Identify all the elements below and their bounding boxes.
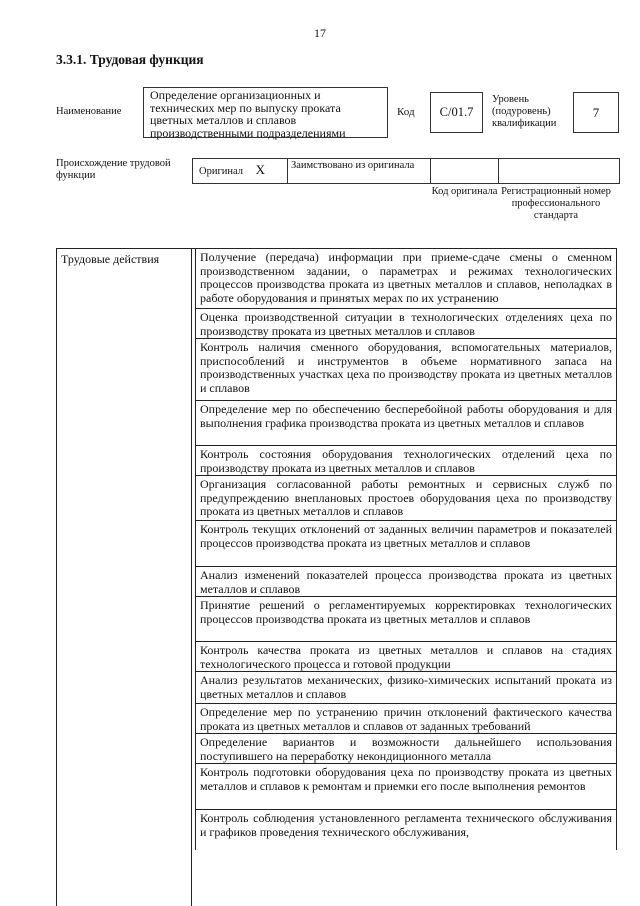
borrowed-cell: Заимствовано из оригинала: [287, 158, 431, 184]
action-row: Получение (передача) информации при приеме-сдаче смены о сменном производственном задании, о параметрах и режимах технологических процессов производства проката из цветных металлов и сплавов, неполадках в работе оборудования и принятых мерах по их устранению: [195, 249, 617, 309]
action-row: Определение вариантов и возможности дальнейшего использования поступившего на переработку некондиционного металла: [195, 734, 617, 764]
actions-list: [195, 249, 617, 850]
level-label: Уровень (подуровень) квалификации: [492, 94, 557, 129]
code-label: Код: [397, 106, 415, 118]
action-row: Контроль подготовки оборудования цеха по производству проката из цветных металлов и сплавов к ремонтам и приемки его после выполнения ремонтов: [195, 764, 617, 810]
action-row: Оценка производственной ситуации в технологических отделениях цеха по производству проката из цветных металлов и сплавов: [195, 309, 617, 339]
orig-code-label: Код оригинала: [431, 186, 498, 197]
action-row: Организация согласованной работы ремонтных и сервисных служб по предупреждению внеплановых простоев оборудования цеха по производству проката из цветных металлов и сплавов: [195, 476, 617, 521]
action-row: Контроль соблюдения установленного регламента технического обслуживания и графиков проведения технического обслуживания,: [195, 810, 617, 850]
orig-code-cell: [430, 158, 499, 184]
reg-number-label: Регистрационный номер профессионального стандарта: [501, 186, 611, 221]
action-row: Контроль текущих отклонений от заданных величин параметров и показателей процессов производства проката из цветных металлов и сплавов: [195, 521, 617, 567]
action-row: Контроль наличия сменного оборудования, вспомогательных материалов, приспособлений и инструментов в объеме нормативного запаса на производственных участках цеха по производству проката из цветных металлов и сплавов: [195, 339, 617, 401]
action-row: Анализ результатов механических, физико-химических испытаний проката из цветных металлов и сплавов: [195, 672, 617, 704]
original-label: Оригинал: [199, 166, 243, 177]
actions-table: [56, 248, 617, 906]
name-label: Наименование: [56, 106, 122, 117]
section-title: 3.3.1. Трудовая функция: [56, 52, 204, 67]
function-name: Определение организационных и технических мер по выпуску проката цветных металлов и сплавов производственными подразделениями: [143, 87, 388, 138]
reg-number-cell: [498, 158, 620, 184]
action-row: Контроль состояния оборудования технологических отделений цеха по производству проката из цветных металлов и сплавов: [195, 446, 617, 476]
action-row: Принятие решений о регламентируемых корректировках технологических процессов производства проката из цветных металлов и сплавов: [195, 597, 617, 642]
actions-header: Трудовые действия: [57, 249, 192, 906]
action-row: Контроль качества проката из цветных металлов и сплавов на стадиях технологического процесса и готовой продукции: [195, 642, 617, 672]
action-row: Определение мер по устранению причин отклонений фактического качества проката из цветных металлов и сплавов от заданных требований: [195, 704, 617, 734]
original-mark: X: [255, 162, 266, 177]
original-cell: [192, 158, 288, 184]
origin-label: Происхождение трудовой функции: [56, 158, 171, 181]
function-code: C/01.7: [430, 92, 483, 133]
action-row: Анализ изменений показателей процесса производства проката из цветных металлов и сплавов: [195, 567, 617, 597]
qualification-level: 7: [573, 92, 619, 133]
page-number: 17: [314, 26, 326, 40]
action-row: Определение мер по обеспечению бесперебойной работы оборудования и для выполнения графика производства проката из цветных металлов и сплавов: [195, 401, 617, 446]
